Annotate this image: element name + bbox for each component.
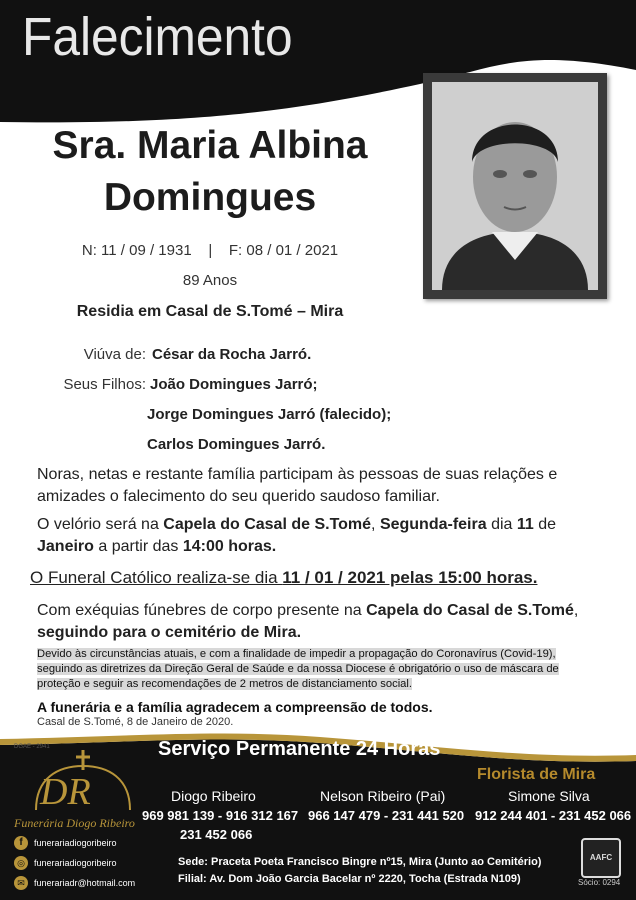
contact-phones-2: 231 452 066 [180, 827, 253, 842]
thanks-text: A funerária e a família agradecem a compreensão de todos. [37, 699, 433, 715]
widow-name: César da Rocha Jarró. [152, 346, 312, 363]
social-instagram[interactable]: funerariadiogoribeiro [34, 858, 117, 868]
contact-phones: 912 244 401 - 231 452 066 [475, 808, 632, 823]
logo-name: Funerária Diogo Ribeiro [14, 816, 135, 830]
member-number: Sócio: 0294 [578, 878, 621, 887]
deceased-name-line1: Sra. Maria Albina [52, 124, 368, 167]
age: 89 Anos [182, 272, 238, 289]
deceased-name-line2: Domingues [103, 176, 317, 219]
residence: Residia em Casal de S.Tomé – Mira [76, 303, 344, 320]
contact-name: Diogo Ribeiro [171, 788, 256, 804]
instagram-icon: ◎ [14, 856, 28, 870]
address-sede: Sede: Praceta Poeta Francisco Bingre nº15, Mira (Junto ao Cemitério) [178, 856, 542, 868]
address-filial: Filial: Av. Dom João Garcia Bacelar nº 2220, Tocha (Estrada N109) [178, 873, 521, 885]
page-title: Falecimento [22, 7, 293, 67]
contact-name: Nelson Ribeiro (Pai) [320, 788, 446, 804]
widow-label: Viúva de: [83, 346, 146, 363]
facebook-icon: f [14, 836, 28, 850]
service-banner: Serviço Permanente 24 Horas [158, 738, 441, 760]
social-email[interactable]: funerariadr@hotmail.com [34, 878, 136, 888]
covid-notice: Devido às circunstâncias atuais, e com a finalidade de impedir a propagação do Coronavírus (Covid-19), seguindo as diretrizes da Direção Geral de Saúde e da nossa Diocese é obrigatório o uso de máscara de proteção e seguir as recomendações de 2 metros de distanciamento social. [37, 648, 559, 690]
exequias-text: Com exéquias fúnebres de corpo presente na Capela do Casal de S.Tomé, seguindo para o cemitério de Mira. [37, 602, 579, 641]
dgae-code: DGAE - 2941 [14, 744, 50, 750]
aafc-badge-icon: AAFC [581, 838, 621, 878]
funeral-text: O Funeral Católico realiza-se dia 11 / 01 / 2021 pelas 15:00 horas. [30, 568, 538, 587]
announcement-text: Noras, netas e restante família participam às pessoas de suas relações e amizades o falecimento do seu querido saudoso familiar. [37, 466, 558, 505]
email-icon: ✉ [14, 876, 28, 890]
contact-phones: 969 981 139 - 916 312 167 [142, 808, 299, 823]
place-date: Casal de S.Tomé, 8 de Janeiro de 2020. [37, 716, 234, 728]
portrait-photo [432, 82, 598, 290]
wake-text: O velório será na Capela do Casal de S.Tomé, Segunda-feira dia 11 de Janeiro a partir das 14:00 horas. [37, 516, 557, 555]
logo-letters: DR [40, 771, 91, 813]
contact-phones: 966 147 479 - 231 441 520 [308, 808, 465, 823]
portrait-frame [423, 73, 607, 299]
child-name: João Domingues Jarró; [150, 376, 318, 393]
child-name: Jorge Domingues Jarró (falecido); [147, 406, 392, 423]
child-name: Carlos Domingues Jarró. [147, 436, 326, 453]
children-label: Seus Filhos: [63, 376, 146, 393]
florist-name: Florista de Mira [477, 766, 596, 783]
social-facebook[interactable]: funerariadiogoribeiro [34, 838, 117, 848]
contact-name: Simone Silva [508, 788, 590, 804]
birth-death-dates: N: 11 / 09 / 1931 | F: 08 / 01 / 2021 [81, 242, 339, 259]
